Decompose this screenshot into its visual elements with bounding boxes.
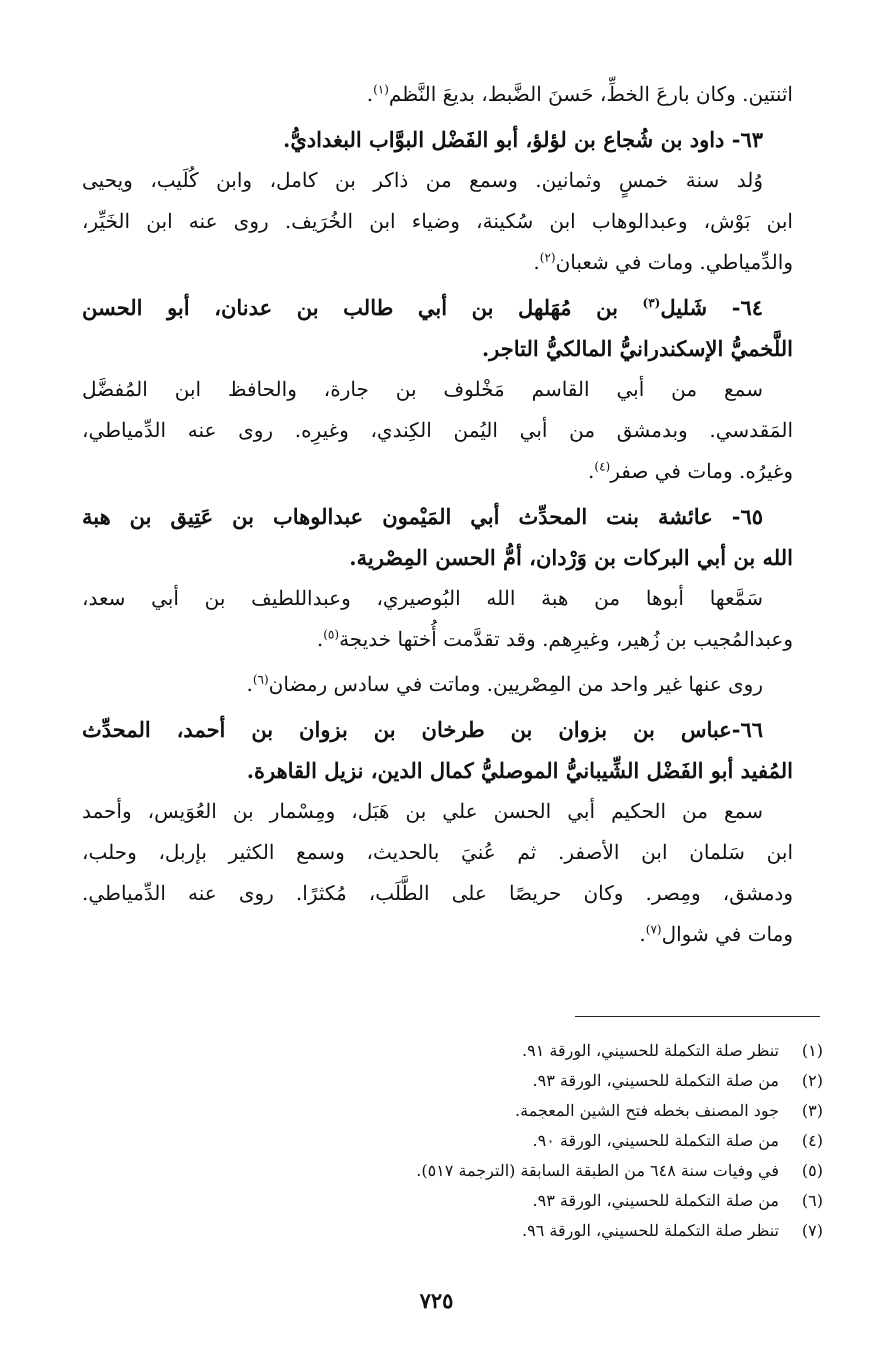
line-ending: .: [588, 459, 595, 483]
line-text: وُلد سنة خمسٍ وثمانين. وسمع من ذاكر بن كامل، وابن كُلَيب، ويحيى: [82, 168, 763, 192]
line-ending: .: [533, 250, 540, 274]
footnote-separator: [575, 1016, 820, 1017]
text-line: [82, 791, 793, 832]
text-line: [82, 369, 793, 410]
text-line: [82, 496, 793, 537]
text-line: [82, 619, 793, 660]
footnote-number: (٣): [801, 1101, 823, 1120]
line-text: ٦٣- داود بن شُجاع بن لؤلؤ، أبو الفَضْل البوَّاب البغداديُّ.: [283, 127, 763, 152]
line-text: المُفيد أبو الفَضْل الشِّيبانيُّ الموصليُّ كمال الدين، نزيل القاهرة.: [246, 758, 793, 783]
line-text: سمع من أبي القاسم مَخْلوف بن جارة، والحافظ ابن المُفضَّل: [82, 377, 764, 401]
line-ending: بن مُهَلهل بن أبي طالب بن عدنان، أبو الحسن: [82, 295, 643, 320]
line-ending: .: [366, 82, 374, 106]
footnote-ref: (٥): [323, 627, 340, 642]
footnotes-section: [80, 1036, 823, 1246]
text-line: [82, 287, 793, 328]
footnote-number: (١): [801, 1041, 823, 1060]
line-text: اللَّخميُّ الإسكندرانيُّ المالكيُّ التاجر.: [481, 336, 793, 361]
footnote-text: تنظر صلة التكملة للحسيني، الورقة ٩٦.: [522, 1221, 779, 1240]
footnote-text: من صلة التكملة للحسيني، الورقة ٩٣.: [532, 1191, 779, 1210]
footnote-ref: (٤): [594, 459, 611, 474]
line-text: سَمَّعها أبوها من هبة الله البُوصيري، وعبداللطيف بن أبي سعد،: [82, 586, 763, 610]
text-line: [82, 242, 793, 283]
footnote: [80, 1126, 823, 1156]
page-number: ٧٢٥: [419, 1288, 454, 1313]
text-line: [82, 873, 793, 914]
footnote: [80, 1036, 823, 1066]
text-line: [82, 451, 793, 492]
footnote-text: في وفيات سنة ٦٤٨ من الطبقة السابقة (الترجمة ٥١٧).: [416, 1161, 779, 1180]
footnote-number: (٥): [801, 1161, 823, 1180]
line-text: ٦٥- عائشة بنت المحدِّث أبي المَيْمون عبدالوهاب بن عَتِيق بن هبة: [82, 504, 763, 529]
text-line: [82, 537, 793, 578]
page-body: [82, 74, 793, 955]
footnote-ref: (٦): [252, 672, 269, 687]
footnote: [80, 1216, 823, 1246]
footnote: [80, 1096, 823, 1126]
line-text: والدِّمياطي. ومات في شعبان: [555, 250, 793, 274]
line-text: وغيرُه. ومات في صفر: [610, 459, 793, 483]
footnote-text: تنظر صلة التكملة للحسيني، الورقة ٩١.: [522, 1041, 779, 1060]
line-ending: .: [316, 627, 324, 651]
text-line: [82, 74, 793, 115]
line-text: ودمشق، ومِصر. وكان حريصًا على الطَّلَب، مُكثرًا. روى عنه الدِّمياطي.: [82, 881, 793, 905]
line-text: اثنتين. وكان بارعَ الخطِّ، حَسنَ الضَّبط، بديعَ النَّظم: [388, 82, 793, 106]
line-text: سمع من الحكيم أبي الحسن علي بن هَبَل، ومِسْمار بن العُوَيس، وأحمد: [82, 799, 763, 823]
text-line: [82, 160, 793, 201]
line-text: ابن بَوْش، وعبدالوهاب ابن سُكينة، وضياء ابن الخُرَيف. روى عنه ابن الخَيِّر،: [82, 209, 793, 233]
footnote-text: من صلة التكملة للحسيني، الورقة ٩٠.: [532, 1131, 779, 1150]
footnote-text: جود المصنف بخطه فتح الشين المعجمة.: [515, 1101, 779, 1120]
footnote-text: من صلة التكملة للحسيني، الورقة ٩٣.: [532, 1071, 779, 1090]
line-text: الله بن أبي البركات بن وَرْدان، أمُّ الحسن المِصْرية.: [349, 545, 793, 570]
text-line: [82, 119, 793, 160]
line-text: ٦٤- شَليل: [660, 295, 763, 320]
line-text: ومات في شوال: [661, 922, 793, 946]
text-line: [82, 832, 793, 873]
line-text: وعبدالمُجيب بن زُهير، وغيرِهم. وقد تقدَّمت أُختها خديجة: [339, 627, 793, 651]
footnote-number: (٤): [801, 1131, 823, 1150]
footnote: [80, 1186, 823, 1216]
text-line: [82, 578, 793, 619]
footnote: [80, 1066, 823, 1096]
footnote-ref: (٧): [645, 922, 662, 937]
footnote-number: (٦): [801, 1191, 823, 1210]
footnote-ref: (١): [373, 82, 389, 97]
footnote-number: (٢): [801, 1071, 823, 1090]
footnote: [80, 1156, 823, 1186]
text-line: [82, 410, 793, 451]
text-line: [82, 664, 793, 705]
text-line: [82, 201, 793, 242]
footnote-ref: (٣): [642, 296, 661, 310]
text-line: [82, 914, 793, 955]
line-text: المَقدسي. وبدمشق من أبي اليُمن الكِندي، وغيرِه. روى عنه الدِّمياطي،: [82, 418, 793, 442]
line-ending: .: [246, 672, 253, 696]
footnote-number: (٧): [801, 1221, 823, 1240]
footnote-ref: (٢): [539, 250, 556, 265]
line-text: ابن سَلمان ابن الأصفر. ثم عُنيَ بالحديث، وسمع الكثير بإربل، وحلب،: [82, 840, 793, 864]
line-text: روى عنها غير واحد من المِصْريين. وماتت في سادس رمضان: [268, 672, 763, 696]
line-text: ٦٦-عباس بن بزوان بن طرخان بن بزوان بن أحمد، المحدِّث: [82, 717, 763, 742]
text-line: [82, 750, 793, 791]
text-line: [82, 328, 793, 369]
line-ending: .: [639, 922, 646, 946]
text-line: [82, 709, 793, 750]
